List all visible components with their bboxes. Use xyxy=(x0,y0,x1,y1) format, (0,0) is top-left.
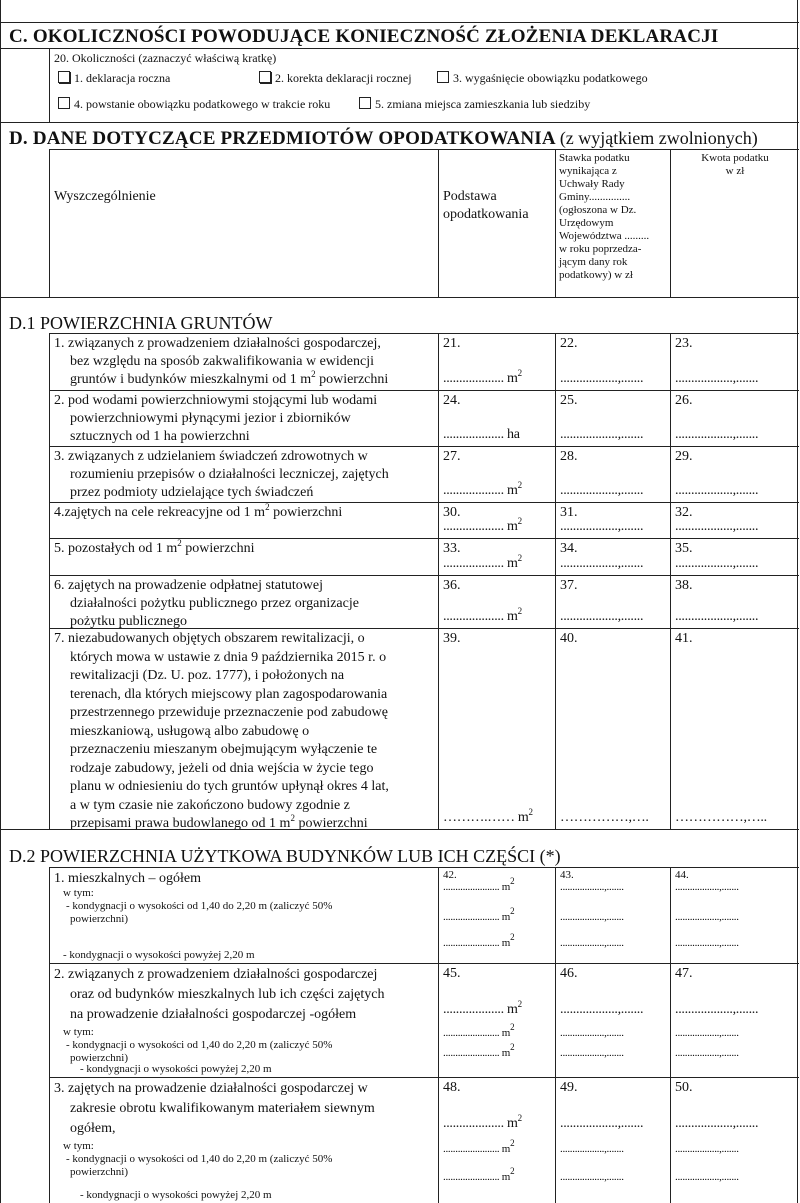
field-number: 40. xyxy=(560,631,578,646)
checkbox-icon[interactable] xyxy=(259,71,271,83)
amount-input[interactable]: ..................,....... xyxy=(675,1027,739,1039)
base-input[interactable] xyxy=(443,426,520,444)
sub-label: - kondygnacji o wysokości od 1,40 do 2,20 m (zaliczyć 50% xyxy=(66,900,333,912)
unit-label: m xyxy=(503,371,518,386)
divider xyxy=(49,867,50,963)
label-line: 6. zajętych na prowadzenie odpłatnej statutowej xyxy=(54,578,324,593)
divider xyxy=(49,446,799,447)
col-rate-line: w roku poprzedza- xyxy=(559,243,642,255)
dotted-field[interactable]: ................... xyxy=(443,427,504,442)
superscript: 2 xyxy=(177,538,182,548)
field-number: 22. xyxy=(560,336,578,351)
rate-input[interactable]: ..................,....... xyxy=(560,1027,624,1039)
option-expiry[interactable] xyxy=(437,71,648,85)
rate-input[interactable]: ..................,....... xyxy=(560,937,624,949)
d1-row-label xyxy=(54,630,434,834)
divider xyxy=(49,963,50,1077)
base-input[interactable] xyxy=(443,608,522,626)
label-line: planu w odniesieniu do tych gruntów upłynął okres 4 lat, xyxy=(70,779,389,794)
superscript: 2 xyxy=(510,1042,515,1052)
col-rate-header xyxy=(559,152,669,282)
unit-label: m xyxy=(503,483,518,498)
field-number: 43. xyxy=(560,869,574,881)
superscript: 2 xyxy=(510,1138,515,1148)
divider xyxy=(670,333,671,390)
divider xyxy=(555,390,556,446)
field-number: 45. xyxy=(443,966,461,981)
field-number: 31. xyxy=(560,505,578,520)
divider xyxy=(49,1077,799,1078)
base-input[interactable] xyxy=(443,932,515,950)
divider xyxy=(49,502,799,503)
superscript: 2 xyxy=(517,1113,522,1123)
dotted-field[interactable]: ……….…… xyxy=(443,810,515,825)
label-line: przez podmioty udzielające tych świadczeń xyxy=(70,485,314,500)
divider xyxy=(438,149,439,297)
d2-row-label: 1. mieszkalnych – ogółem xyxy=(54,871,201,886)
divider xyxy=(438,446,439,502)
divider xyxy=(438,575,439,628)
d1-row-label xyxy=(54,504,434,522)
amount-input[interactable]: ..................,....... xyxy=(675,1171,739,1183)
rate-input[interactable]: ..................,....... xyxy=(560,556,644,571)
dotted-field[interactable]: ................... xyxy=(443,1116,504,1131)
rate-input[interactable]: ..................,....... xyxy=(560,609,644,624)
field-20-label: 20. Okoliczności (zaznaczyć właściwą kratkę) xyxy=(54,51,277,65)
option-correction[interactable] xyxy=(259,71,412,85)
col-rate-line: Stawka podatku xyxy=(559,152,630,164)
divider xyxy=(49,538,799,539)
field-number: 42. xyxy=(443,869,457,881)
option-annual[interactable] xyxy=(58,71,170,85)
sub-label: powierzchni) xyxy=(70,913,129,925)
col-rate-line: Gminy............... xyxy=(559,191,631,203)
field-number: 48. xyxy=(443,1080,461,1095)
amount-input[interactable]: ..................,....... xyxy=(675,1002,759,1017)
d2-title: D.2 POWIERZCHNIA UŻYTKOWA BUDYNKÓW LUB ICH CZĘŚCI (*) xyxy=(9,846,561,866)
dotted-field[interactable]: ....................... xyxy=(443,1027,500,1039)
base-input[interactable] xyxy=(443,876,515,894)
label-line: rodzaje zabudowy, jeżeli od dnia wejścia w życie tego xyxy=(70,760,374,776)
base-input[interactable] xyxy=(443,1042,515,1060)
field-number: 39. xyxy=(443,631,461,646)
superscript: 2 xyxy=(517,368,522,378)
rate-input[interactable]: ..................,....... xyxy=(560,483,644,498)
divider xyxy=(555,867,556,963)
divider xyxy=(438,502,439,538)
option-label: 2. korekta deklaracji rocznej xyxy=(275,71,412,85)
superscript: 2 xyxy=(290,813,295,823)
dotted-field[interactable]: ....................... xyxy=(443,911,500,923)
d2-row-label: 3. zajętych na prowadzenie działalności gospodarczej w xyxy=(54,1081,368,1096)
divider xyxy=(670,575,671,628)
base-input[interactable] xyxy=(443,555,522,573)
amount-input[interactable]: ..................,....... xyxy=(675,881,739,893)
divider xyxy=(670,867,671,963)
rate-input[interactable]: ..................,....... xyxy=(560,881,624,893)
dotted-field[interactable]: ....................... xyxy=(443,1047,500,1059)
field-number: 32. xyxy=(675,505,693,520)
field-number: 38. xyxy=(675,578,693,593)
divider xyxy=(49,963,799,964)
checkbox-icon[interactable] xyxy=(58,71,70,83)
unit-label: m xyxy=(499,1027,511,1039)
superscript: 2 xyxy=(517,553,522,563)
amount-input[interactable]: ..................,....... xyxy=(675,483,759,498)
label-line: 2. pod wodami powierzchniowymi stojącymi lub wodami xyxy=(54,393,378,408)
d2-row-label: oraz od budynków mieszkalnych lub ich części zajętych xyxy=(70,987,385,1002)
superscript: 2 xyxy=(311,369,316,379)
dotted-field[interactable]: ................... xyxy=(443,1002,504,1017)
unit-label: m xyxy=(503,1002,518,1017)
divider xyxy=(49,333,50,390)
section-d-title-suffix: (z wyjątkiem zwolnionych) xyxy=(559,128,758,148)
superscript: 2 xyxy=(265,502,270,512)
divider xyxy=(555,446,556,502)
option-label: 3. wygaśnięcie obowiązku podatkowego xyxy=(453,71,648,85)
label-text: powierzchni xyxy=(181,541,255,556)
divider xyxy=(1,22,799,23)
col-rate-line: Urzędowym xyxy=(559,217,614,229)
divider xyxy=(49,1077,50,1203)
dotted-field[interactable]: ....................... xyxy=(443,1143,500,1155)
checkbox-icon[interactable] xyxy=(359,97,371,109)
label-line: przestrzennego przewiduje przeznaczenie pod zabudowę xyxy=(70,705,388,720)
unit-label: m xyxy=(499,1047,511,1059)
divider xyxy=(670,502,671,538)
divider xyxy=(49,538,50,575)
label-line xyxy=(54,540,434,558)
rate-input[interactable]: ..................,....... xyxy=(560,371,644,386)
divider xyxy=(555,502,556,538)
divider xyxy=(670,963,671,1077)
unit-label: m xyxy=(499,911,511,923)
d2-row-label: na prowadzenie działalności gospodarczej -ogółem xyxy=(70,1007,357,1022)
label-text: powierzchni xyxy=(294,816,368,831)
sub-label: powierzchni) xyxy=(70,1166,129,1178)
superscript: 2 xyxy=(510,876,515,886)
rate-input[interactable]: ..................,....... xyxy=(560,1047,624,1059)
label-line: rozumieniu przepisów o działalności leczniczej, zajętych xyxy=(70,467,389,482)
divider xyxy=(438,963,439,1077)
field-number: 37. xyxy=(560,578,578,593)
base-input[interactable] xyxy=(443,1138,515,1156)
rate-input[interactable]: ..................,....... xyxy=(560,1171,624,1183)
label-text: powierzchni xyxy=(315,372,389,387)
dotted-field[interactable]: ................... xyxy=(443,371,504,386)
rate-input[interactable]: ..................,....... xyxy=(560,911,624,923)
label-line: a w tym czasie nie zakończono budowy zgodnie z xyxy=(70,797,350,813)
sub-label: powierzchni) xyxy=(70,1052,129,1064)
divider xyxy=(438,867,439,963)
divider xyxy=(49,149,50,297)
rate-input[interactable]: ……………,…. xyxy=(560,810,649,825)
rate-input[interactable]: ..................,....... xyxy=(560,1002,644,1017)
rate-input[interactable]: ..................,....... xyxy=(560,1143,624,1155)
divider xyxy=(49,867,799,868)
superscript: 2 xyxy=(528,807,533,817)
label-line xyxy=(54,815,434,834)
base-input[interactable] xyxy=(443,518,522,536)
option-address-change[interactable] xyxy=(359,97,590,111)
divider xyxy=(49,575,799,576)
unit-label: m xyxy=(503,609,518,624)
unit-label: m xyxy=(503,1116,518,1131)
field-number: 41. xyxy=(675,631,693,646)
d1-row-label xyxy=(54,392,434,446)
label-line xyxy=(54,504,434,522)
base-input[interactable] xyxy=(443,1166,515,1184)
label-text: 5. pozostałych od 1 m xyxy=(54,541,178,556)
col-amount-line: Kwota podatku xyxy=(701,152,769,164)
superscript: 2 xyxy=(510,1166,515,1176)
option-obligation-start[interactable] xyxy=(58,97,330,111)
d1-row-label xyxy=(54,335,434,389)
divider xyxy=(670,628,671,829)
label-line: których mowa w ustawie z dnia 9 października 2015 r. o xyxy=(70,649,387,665)
d2-row-label: ogółem, xyxy=(70,1121,116,1136)
superscript: 2 xyxy=(510,932,515,942)
field-number: 26. xyxy=(675,393,693,408)
section-d-title xyxy=(9,128,758,150)
label-line: sztucznych od 1 ha powierzchni xyxy=(70,429,250,444)
d2-row-label: 2. związanych z prowadzeniem działalności gospodarczej xyxy=(54,967,378,982)
divider xyxy=(49,446,50,502)
divider xyxy=(555,149,556,297)
unit-label: ha xyxy=(503,427,520,442)
label-line: 3. związanych z udzielaniem świadczeń zdrowotnych w xyxy=(54,449,368,464)
field-number: 23. xyxy=(675,336,693,351)
dotted-field[interactable]: ....................... xyxy=(443,1171,500,1183)
section-c-title: C. OKOLICZNOŚCI POWODUJĄCE KONIECZNOŚĆ ZŁOŻENIA DEKLARACJI xyxy=(9,26,719,47)
field-number: 50. xyxy=(675,1080,693,1095)
amount-input[interactable]: ..................,....... xyxy=(675,609,759,624)
divider xyxy=(49,48,50,122)
divider xyxy=(438,628,439,829)
divider xyxy=(1,297,799,298)
d1-title: D.1 POWIERZCHNIA GRUNTÓW xyxy=(9,313,273,333)
base-input[interactable] xyxy=(443,1001,522,1019)
label-line: rewitalizacji (Dz. U. poz. 1777), i położonych na xyxy=(70,668,345,683)
field-number: 24. xyxy=(443,393,461,408)
base-input[interactable] xyxy=(443,809,533,827)
label-text: 4.zajętych na cele rekreacyjne od 1 m xyxy=(54,505,266,520)
divider xyxy=(555,333,556,390)
label-line: powierzchniowymi płynącymi jezior i zbiorników xyxy=(70,411,351,426)
base-input[interactable] xyxy=(443,906,515,924)
label-line xyxy=(54,371,434,389)
label-line: mieszkaniową, usługową albo zabudowę o xyxy=(70,723,310,739)
superscript: 2 xyxy=(517,999,522,1009)
divider xyxy=(1,829,799,830)
divider xyxy=(1,122,799,123)
divider xyxy=(49,333,799,334)
amount-input[interactable]: ..................,....... xyxy=(675,519,759,534)
dotted-field[interactable]: ................... xyxy=(443,556,504,571)
label-line: bez względu na sposób zakwalifikowania w ewidencji xyxy=(70,354,375,369)
base-input[interactable] xyxy=(443,482,522,500)
field-number: 49. xyxy=(560,1080,578,1095)
divider xyxy=(49,628,50,829)
d1-row-label xyxy=(54,540,434,558)
field-number: 21. xyxy=(443,336,461,351)
field-number: 33. xyxy=(443,541,461,556)
unit-label: m xyxy=(499,881,511,893)
col-rate-line: Uchwały Rady xyxy=(559,178,625,190)
divider xyxy=(670,538,671,575)
dotted-field[interactable]: ................... xyxy=(443,609,504,624)
d2-row-label: zakresie obrotu kwalifikowanym materiałem siewnym xyxy=(70,1101,375,1116)
base-input[interactable] xyxy=(443,1022,515,1040)
divider xyxy=(438,390,439,446)
amount-input[interactable]: ..................,....... xyxy=(675,371,759,386)
unit-label: m xyxy=(499,1171,511,1183)
unit-label: m xyxy=(503,556,518,571)
col-amount-line: w zł xyxy=(725,165,745,177)
divider xyxy=(555,538,556,575)
dotted-field[interactable]: ................... xyxy=(443,483,504,498)
label-text: przepisami prawa budowlanego od 1 m xyxy=(70,816,291,831)
field-number: 46. xyxy=(560,966,578,981)
amount-input[interactable]: ..................,....... xyxy=(675,1143,739,1155)
base-input[interactable] xyxy=(443,1115,522,1133)
field-number: 29. xyxy=(675,449,693,464)
sub-label: - kondygnacji o wysokości powyżej 2,20 m xyxy=(63,949,255,961)
checkbox-icon[interactable] xyxy=(58,97,70,109)
col-spec-header: Wyszczególnienie xyxy=(54,189,156,204)
col-rate-line: wynikająca z xyxy=(559,165,617,177)
divider xyxy=(438,1077,439,1203)
dotted-field[interactable]: ....................... xyxy=(443,881,500,893)
divider xyxy=(1,48,799,49)
d1-row-label xyxy=(54,577,434,631)
label-line: pożytku publicznego xyxy=(70,614,188,629)
in-which-label: w tym: xyxy=(63,1026,94,1038)
superscript: 2 xyxy=(517,480,522,490)
label-line: przeznaczeniu mieszanym obejmującym wyłączenie te xyxy=(70,742,378,757)
divider xyxy=(438,333,439,390)
col-rate-line: Województwa ......... xyxy=(559,230,650,242)
field-number: 44. xyxy=(675,869,689,881)
field-number: 30. xyxy=(443,505,461,520)
sub-label: - kondygnacji o wysokości powyżej 2,20 m xyxy=(80,1189,272,1201)
superscript: 2 xyxy=(510,1022,515,1032)
sub-label: - kondygnacji o wysokości od 1,40 do 2,20 m (zaliczyć 50% xyxy=(66,1039,333,1051)
option-label: 1. deklaracja roczna xyxy=(74,71,171,85)
field-number: 34. xyxy=(560,541,578,556)
label-text: gruntów i budynków mieszkalnymi od 1 m xyxy=(70,372,312,387)
divider xyxy=(555,963,556,1077)
option-label: 5. zmiana miejsca zamieszkania lub siedziby xyxy=(375,97,591,111)
amount-input[interactable]: ……………,….. xyxy=(675,810,767,825)
label-line: 1. związanych z prowadzeniem działalności gospodarczej, xyxy=(54,336,381,351)
field-number: 25. xyxy=(560,393,578,408)
amount-input[interactable]: ..................,....... xyxy=(675,427,759,442)
divider xyxy=(49,390,799,391)
dotted-field[interactable]: ....................... xyxy=(443,937,500,949)
divider xyxy=(49,149,799,150)
divider xyxy=(670,446,671,502)
divider xyxy=(555,575,556,628)
option-label: 4. powstanie obowiązku podatkowego w trakcie roku xyxy=(74,97,331,111)
rate-input[interactable]: ..................,....... xyxy=(560,427,644,442)
d1-row-label xyxy=(54,448,434,502)
amount-input[interactable]: ..................,....... xyxy=(675,911,739,923)
in-which-label: w tym: xyxy=(63,887,94,899)
amount-input[interactable]: ..................,....... xyxy=(675,1116,759,1131)
rate-input[interactable]: ..................,....... xyxy=(560,519,644,534)
col-rate-line: (ogłoszona w Dz. xyxy=(559,204,637,216)
amount-input[interactable]: ..................,....... xyxy=(675,937,739,949)
amount-input[interactable]: ..................,....... xyxy=(675,556,759,571)
checkbox-icon[interactable] xyxy=(437,71,449,83)
divider xyxy=(670,1077,671,1203)
divider xyxy=(555,1077,556,1203)
divider xyxy=(555,628,556,829)
field-number: 36. xyxy=(443,578,461,593)
col-rate-line: jącym dany rok xyxy=(559,256,628,268)
dotted-field[interactable]: ................... xyxy=(443,519,504,534)
unit-label: m xyxy=(503,519,518,534)
divider xyxy=(438,538,439,575)
section-d-title-main: D. DANE DOTYCZĄCE PRZEDMIOTÓW OPODATKOWANIA xyxy=(9,128,556,149)
rate-input[interactable]: ..................,....... xyxy=(560,1116,644,1131)
in-which-label: w tym: xyxy=(63,1140,94,1152)
base-input[interactable] xyxy=(443,370,522,388)
label-line: działalności pożytku publicznego przez organizacje xyxy=(70,596,359,611)
sub-label: - kondygnacji o wysokości od 1,40 do 2,20 m (zaliczyć 50% xyxy=(66,1153,333,1165)
col-rate-line: podatkowy) w zł xyxy=(559,269,633,281)
label-text: powierzchni xyxy=(269,505,343,520)
superscript: 2 xyxy=(517,516,522,526)
divider xyxy=(49,502,50,538)
field-number: 47. xyxy=(675,966,693,981)
superscript: 2 xyxy=(517,606,522,616)
col-amount-header xyxy=(671,152,799,178)
unit-label: m xyxy=(499,1143,511,1155)
amount-input[interactable]: ..................,....... xyxy=(675,1047,739,1059)
divider xyxy=(49,390,50,446)
field-number: 27. xyxy=(443,449,461,464)
field-number: 35. xyxy=(675,541,693,556)
divider xyxy=(49,575,50,628)
label-line: terenach, dla których miejscowy plan zagospodarowania xyxy=(70,686,388,702)
superscript: 2 xyxy=(510,906,515,916)
field-number: 28. xyxy=(560,449,578,464)
unit-label: m xyxy=(514,810,529,825)
divider xyxy=(670,390,671,446)
unit-label: m xyxy=(499,937,511,949)
sub-label: - kondygnacji o wysokości powyżej 2,20 m xyxy=(80,1063,272,1075)
col-base-header: Podstawa opodatkowania xyxy=(443,189,529,222)
label-line: 7. niezabudowanych objętych obszarem rewitalizacji, o xyxy=(54,631,365,646)
